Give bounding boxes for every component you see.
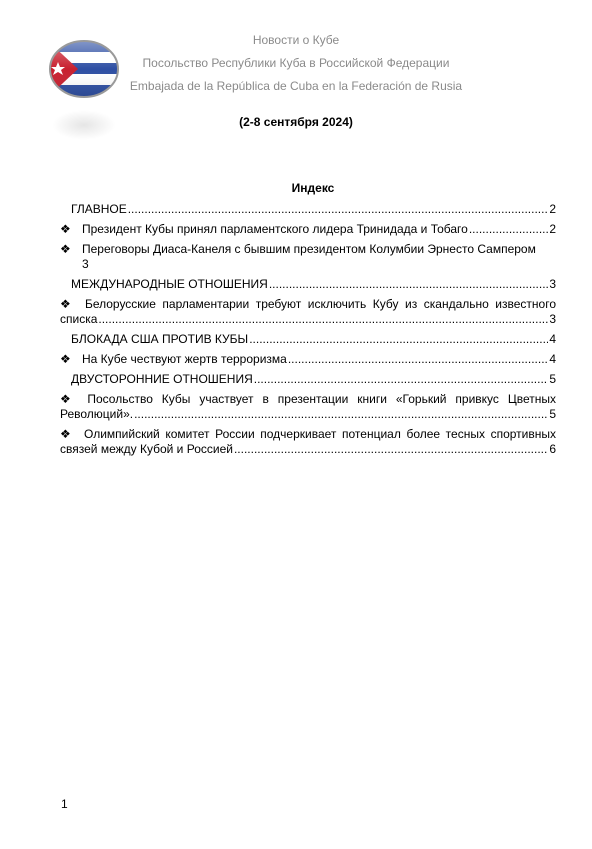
diamond-bullet-icon: ❖ [60, 392, 77, 406]
toc-item[interactable]: ❖ Президент Кубы принял парламентского лидера Тринидада и Тобаго ..... 2 [60, 222, 556, 237]
index-title: Индекс [291, 181, 335, 195]
toc-section-blockade[interactable]: БЛОКАДА США ПРОТИВ КУБЫ ..... 4 [60, 332, 556, 347]
diamond-bullet-icon: ❖ [60, 222, 71, 236]
diamond-bullet-icon: ❖ [60, 427, 74, 441]
toc-section-main[interactable]: ГЛАВНОЕ ..... 2 [60, 202, 556, 217]
toc-item[interactable]: ❖ Олимпийский комитет России подчеркивает потенциал более тесных спортивных связей между Кубой и Россией ..... 6 [60, 427, 556, 457]
toc-item[interactable]: ❖ Переговоры Диаса-Канеля с бывшим президентом Колумбии Эрнесто Сампером 3 [60, 242, 536, 271]
diamond-bullet-icon: ❖ [60, 297, 74, 311]
toc-section-bilateral[interactable]: ДВУСТОРОННИЕ ОТНОШЕНИЯ ..... 5 [60, 372, 556, 387]
date-range: (2-8 сентября 2024) [239, 115, 353, 129]
toc-item[interactable]: ❖ Посольство Кубы участвует в презентации книги «Горький привкус Цветных Революций». ..... 5 [60, 392, 556, 422]
page-number: 1 [61, 797, 68, 811]
diamond-bullet-icon: ❖ [60, 352, 71, 366]
header-line-3: Embajada de la República de Cuba en la Federación de Rusia [129, 79, 463, 93]
header-line-1: Новости о Кубе [252, 33, 340, 47]
toc-item[interactable]: ❖ На Кубе чествуют жертв терроризма ..... 4 [60, 352, 556, 367]
toc-item[interactable]: ❖ Белорусские парламентарии требуют исключить Кубу из скандально известного списка ..... 3 [60, 297, 556, 327]
table-of-contents [60, 200, 556, 462]
diamond-bullet-icon: ❖ [60, 242, 71, 256]
toc-section-international[interactable]: МЕЖДУНАРОДНЫЕ ОТНОШЕНИЯ ..... 3 [60, 277, 556, 292]
header-line-2: Посольство Республики Куба в Российской Федерации [142, 56, 450, 70]
